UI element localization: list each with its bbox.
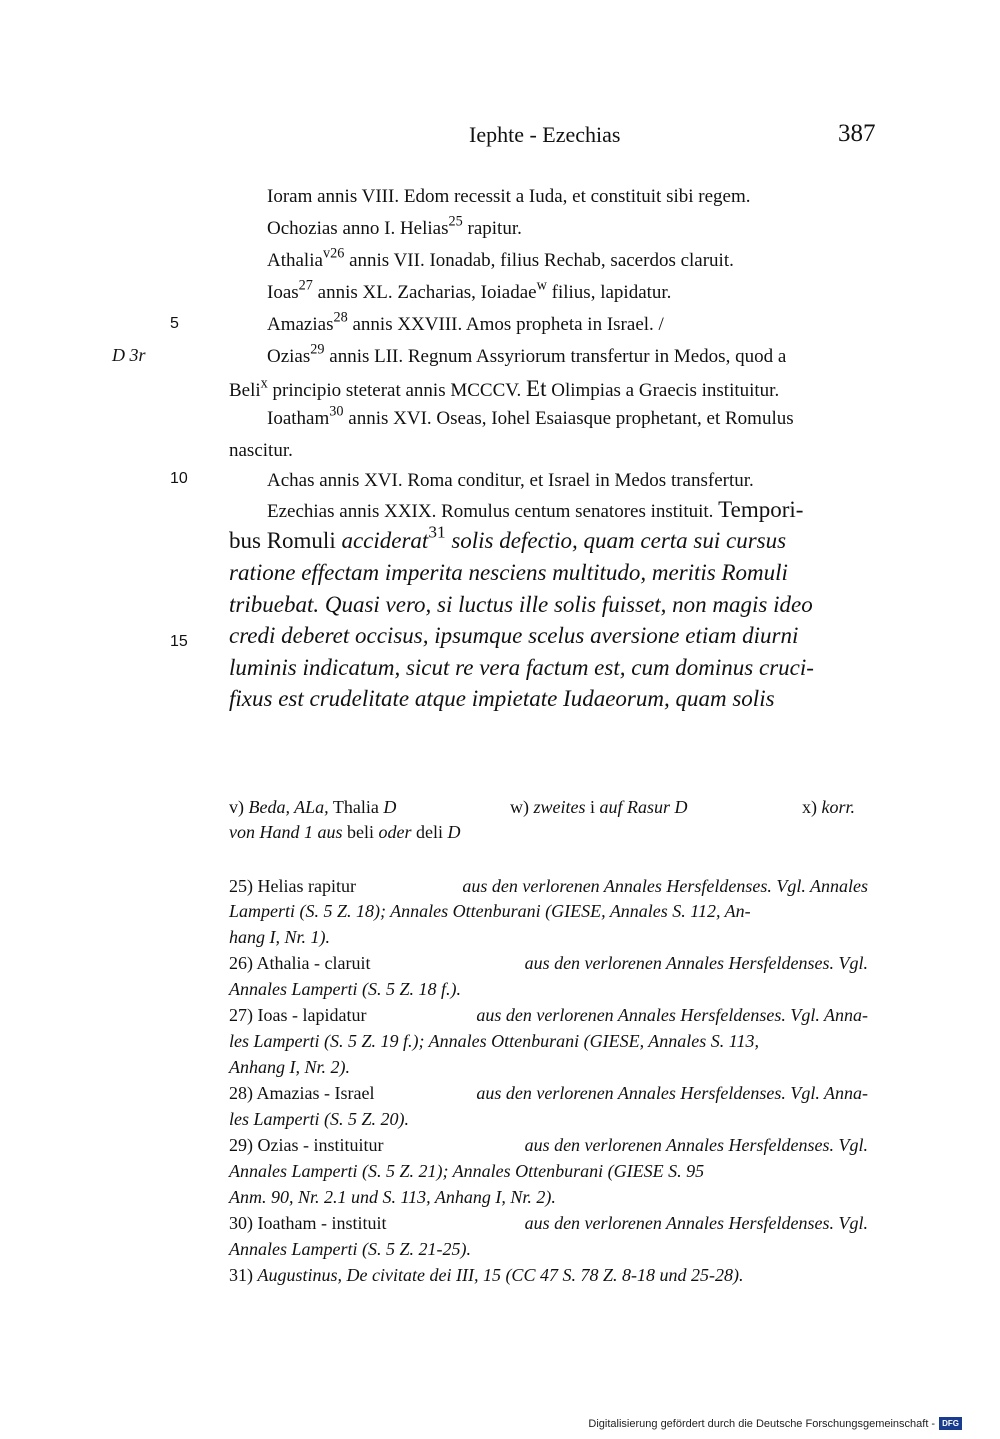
line-number-10: 10 <box>170 470 188 487</box>
apparatus-ref-w: w <box>536 277 547 294</box>
line-number-15: 15 <box>170 633 188 650</box>
digitization-credit <box>588 1417 962 1430</box>
footnote-27-cont: les Lamperti (S. 5 Z. 19 f.); Annales Ottenburani (GIESE, Annales S. 113, <box>229 1031 759 1051</box>
footnote-25-end: hang I, Nr. 1). <box>229 927 331 947</box>
footnote-ref-28: 28 <box>333 309 348 326</box>
apparatus-w: w) zweites i auf Rasur D <box>510 797 688 817</box>
footnote-26: 26) Athalia - claruit aus den verlorenen Annales Hersfeldenses. Vgl. <box>229 953 868 973</box>
footnote-30-cont: Annales Lamperti (S. 5 Z. 21-25). <box>229 1239 471 1259</box>
footnote-28: 28) Amazias - Israel aus den verlorenen Annales Hersfeldenses. Vgl. Anna- <box>229 1083 868 1103</box>
footnote-25-cont: Lamperti (S. 5 Z. 18); Annales Ottenburani (GIESE, Annales S. 112, An- <box>229 901 751 921</box>
page-number: 387 <box>838 120 876 147</box>
apparatus-ref-x: x <box>260 375 268 392</box>
footnote-26-cont: Annales Lamperti (S. 5 Z. 18 f.). <box>229 979 461 999</box>
line-number-5: 5 <box>170 315 179 332</box>
text-line-7: Beli$^x$ principio steterat annis MCCCV. Et Olimpias a Graecis instituitur. <box>229 375 780 401</box>
text-line-2: Ochozias anno I. Helias$^{25}$ rapitur. <box>267 213 522 239</box>
text-line-15: credi deberet occisus, ipsumque scelus aversione etiam diurni <box>229 623 799 648</box>
text-line-17: fixus est crudelitate atque impietate Iudaeorum, quam solis <box>229 686 775 711</box>
credit-text: Digitalisierung gefördert durch die Deutsche Forschungsgemeinschaft - <box>588 1417 936 1430</box>
dfg-logo-icon: DFG <box>939 1417 962 1430</box>
footnote-29: 29) Ozias - instituitur aus den verlorenen Annales Hersfeldenses. Vgl. <box>229 1135 868 1155</box>
footnote-ref-v26: v26 <box>322 245 345 262</box>
footnote-29-cont: Annales Lamperti (S. 5 Z. 21); Annales Ottenburani (GIESE S. 95 <box>229 1161 705 1181</box>
footnote-ref-31: 31 <box>428 522 446 542</box>
footnote-27: 27) Ioas - lapidatur aus den verlorenen Annales Hersfeldenses. Vgl. Anna- <box>229 1005 868 1025</box>
text-line-11: Ezechias annis XXIX. Romulus centum senatores instituit. Tempori- <box>267 497 804 522</box>
apparatus-v: v) Beda, ALa, Thalia D <box>229 797 397 817</box>
footnote-31: 31) Augustinus, De civitate dei III, 15 (CC 47 S. 78 Z. 8-18 und 25-28). <box>229 1265 744 1285</box>
text-line-10: Achas annis XVI. Roma conditur, et Israel in Medos transfertur. <box>267 470 754 491</box>
text-line-12: bus Romuli acciderat$^{31}$ solis defectio, quam certa sui cursus <box>229 522 787 553</box>
footnote-28-cont: les Lamperti (S. 5 Z. 20). <box>229 1109 409 1129</box>
footnote-25: 25) Helias rapitur aus den verlorenen Annales Hersfeldenses. Vgl. Annales <box>229 876 868 896</box>
text-line-9: nascitur. <box>229 440 293 461</box>
running-title: Iephte - Ezechias <box>469 122 621 147</box>
text-line-14: tribuebat. Quasi vero, si luctus ille solis fuisset, non magis ideo <box>229 592 813 617</box>
text-line-6: Ozias$^{29}$ annis LII. Regnum Assyriorum transfertur in Medos, quod a <box>267 341 787 367</box>
footnote-ref-30: 30 <box>329 403 344 420</box>
text-line-5: Amazias$^{28}$ annis XXVIII. Amos propheta in Israel. / <box>267 309 664 335</box>
apparatus-x: x) korr. <box>802 797 856 817</box>
text-line-3: Athalia$^{v26}$ annis VII. Ionadab, filius Rechab, sacerdos claruit. <box>267 245 734 271</box>
footnote-ref-27: 27 <box>298 277 313 294</box>
text-line-4: Ioas$^{27}$ annis XL. Zacharias, Ioiadae$^w$ filius, lapidatur. <box>267 277 672 303</box>
margin-sigle: D 3r <box>112 345 146 365</box>
text-line-8: Ioatham$^{30}$ annis XVI. Oseas, Iohel Esaiasque prophetant, et Romulus <box>267 403 794 429</box>
footnote-ref-25: 25 <box>448 213 463 230</box>
text-line-13: ratione effectam imperita nesciens multitudo, meritis Romuli <box>229 560 788 585</box>
footnote-27-end: Anhang I, Nr. 2). <box>229 1057 350 1077</box>
footnote-30: 30) Ioatham - instituit aus den verlorenen Annales Hersfeldenses. Vgl. <box>229 1213 868 1233</box>
apparatus-x-cont: von Hand 1 aus beli oder deli D <box>229 822 461 842</box>
text-line-16: luminis indicatum, sicut re vera factum est, cum dominus cruci- <box>229 655 814 680</box>
text-line-1: Ioram annis VIII. Edom recessit a Iuda, et constituit sibi regem. <box>267 186 751 207</box>
footnote-ref-29: 29 <box>310 341 325 358</box>
footnote-29-end: Anm. 90, Nr. 2.1 und S. 113, Anhang I, Nr. 2). <box>229 1187 556 1207</box>
